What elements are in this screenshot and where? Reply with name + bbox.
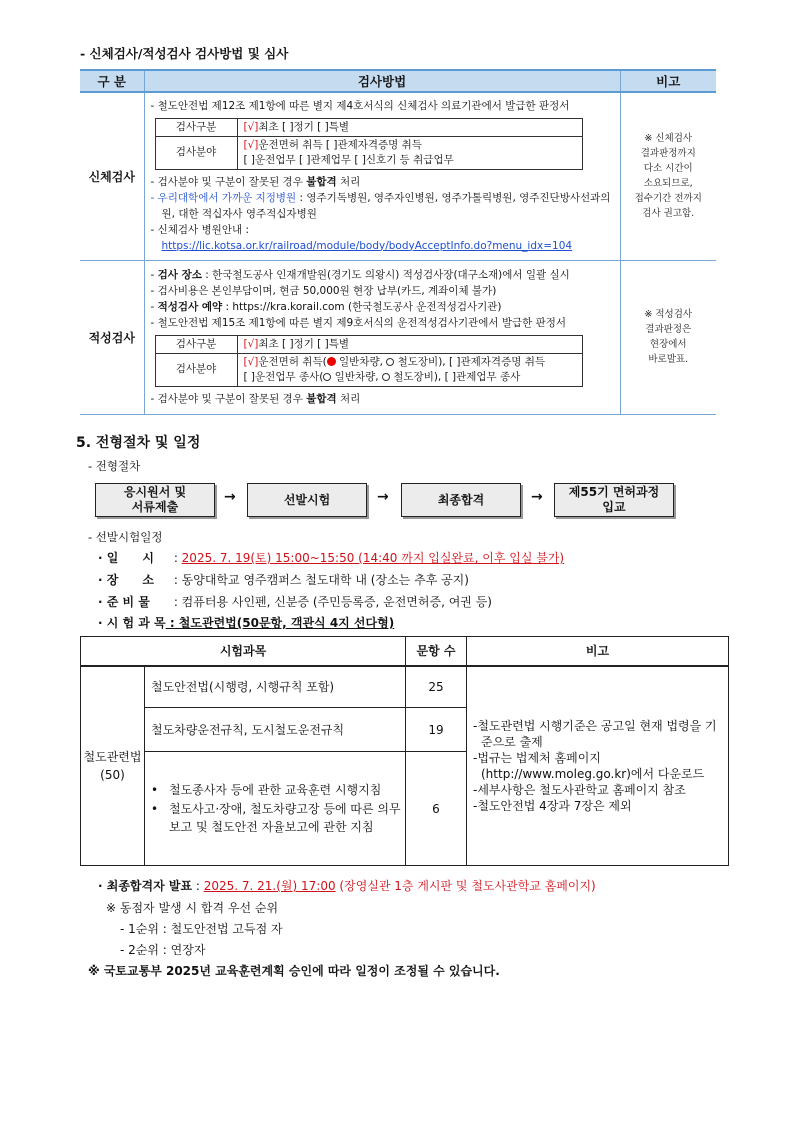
subject-bullets xyxy=(145,752,406,866)
final-announcement: · 최종합격자 발표 : 2025. 7. 21.(월) 17:00 (장영실관 1층 게시판 및 철도사관학교 홈페이지) xyxy=(98,879,596,893)
section-heading-exam-method: - 신체검사/적성검사 검사방법 및 심사 xyxy=(80,46,289,61)
schedule-supplies: · 준 비 물 : 컴퓨터용 사인펜, 신분증 (주민등록증, 운전면허증, 여권 등) xyxy=(98,595,492,609)
subject-name: 철도안전법(시행령, 시행규칙 포함) xyxy=(145,666,406,708)
aptitude-test-certificate: - 철도안전법 제15조 제1항에 따른 별지 제9호서식의 운전적성검사기관에서 발급한 판정서 xyxy=(150,316,567,329)
form-label-category: 검사구분 xyxy=(155,118,237,136)
physical-exam-form-box xyxy=(155,118,583,170)
physical-exam-method xyxy=(144,92,620,260)
tie-rule-title: ※ 동점자 발생 시 합격 우선 순위 xyxy=(106,901,279,915)
exam-schedule-label: - 선발시험일정 xyxy=(88,530,163,544)
list-item: • 철도사고·장애, 철도차량고장 등에 따른 의무보고 및 철도안전 자율보고에 관한 지침 xyxy=(145,800,405,836)
aptitude-test-fail-note: - 검사분야 및 구분이 잘못된 경우 불합격 처리 xyxy=(150,392,361,405)
header-note: 비고 xyxy=(620,70,716,92)
exam-remarks: -철도관련법 시행기준은 공고일 현재 법령을 기준으로 출제 -법규는 법제처 홈페이지 (http://www.moleg.go.kr)에서 다운로드 -세부사항은 철도사관학교 홈페이지 참조 -철도안전법 4장과 7장은 제외 xyxy=(467,666,729,866)
procedure-label: - 전형절차 xyxy=(88,459,141,473)
table-row xyxy=(81,666,729,708)
header-category: 구 분 xyxy=(80,70,144,92)
aptitude-test-row xyxy=(80,260,716,414)
hospital-guide-link[interactable]: https://lic.kotsa.or.kr/railroad/module/body/bodyAcceptInfo.do?menu_idx=104 xyxy=(161,239,573,252)
check-mark: [√] xyxy=(243,138,259,151)
form-label-category: 검사구분 xyxy=(155,335,237,353)
physical-exam-label: 신체검사 xyxy=(80,92,144,260)
form-label-field: 검사분야 xyxy=(155,353,237,386)
tie-rule-2: - 2순위 : 연장자 xyxy=(120,943,206,957)
header-method: 검사방법 xyxy=(144,70,620,92)
physical-exam-row xyxy=(80,92,716,260)
header-remarks: 비고 xyxy=(467,637,729,666)
subject-name: 철도차량운전규칙, 도시철도운전규칙 xyxy=(145,708,406,752)
final-announcement-date: 2025. 7. 21.(월) 17:00 xyxy=(203,879,336,893)
check-mark: [√] xyxy=(243,337,259,350)
selected-radio-icon xyxy=(327,357,336,366)
flow-arrow-icon: → xyxy=(377,489,389,505)
physical-exam-hospitals: - 우리대학에서 가까운 지정병원 : 영주기독병원, 영주자인병원, 영주가톨릭병원, 영주진단방사선과의원, 대한 적십자사 영주적십자병원 xyxy=(150,191,611,220)
flow-step-enrollment: 제55기 면허과정 입교 xyxy=(554,483,674,517)
form-value-field-a: 운전면허 취득 [ ]관제자격증명 취득 xyxy=(258,138,422,151)
physical-exam-hospital-guide: - 신체검사 병원안내 : xyxy=(150,223,249,236)
physical-exam-note: ※ 신체검사 결과판정까지 다소 시간이 소요되므로, 접수기간 전까지 검사 권고함. xyxy=(620,92,716,260)
schedule-place: · 장 소 : 동양대학교 영주캠퍼스 철도대학 내 (장소는 추후 공지) xyxy=(98,573,469,587)
physical-exam-line1: - 철도안전법 제12조 제1항에 따른 별지 제4호서식의 신체검사 의료기관에서 발급한 판정서 xyxy=(150,99,570,112)
check-mark: [√] xyxy=(243,355,259,368)
header-count: 문항 수 xyxy=(406,637,467,666)
schedule-date: · 일 시 : 2025. 7. 19(토) 15:00~15:50 (14:40 까지 입실완료, 이후 입실 불가) xyxy=(98,551,565,565)
exam-subject-table xyxy=(80,636,729,866)
flow-step-final-pass: 최종합격 xyxy=(401,483,521,517)
subject-group-label: 철도관련법 (50) xyxy=(81,666,145,866)
flow-arrow-icon: → xyxy=(224,489,236,505)
subject-count: 19 xyxy=(406,708,467,752)
form-value-category: 최초 [ ]정기 [ ]특별 xyxy=(258,337,349,350)
aptitude-test-note: ※ 적성검사 결과판정은 현장에서 바로발표. xyxy=(620,260,716,414)
flow-arrow-icon: → xyxy=(531,489,543,505)
form-label-field: 검사분야 xyxy=(155,136,237,169)
header-subject: 시험과목 xyxy=(81,637,406,666)
inspection-method-table xyxy=(80,69,716,415)
aptitude-test-place: - 검사 장소 : 한국철도공사 인재개발원(경기도 의왕시) 적성검사장(대구소재)에서 일괄 실시 xyxy=(150,268,570,281)
schedule-date-value: 2025. 7. 19(토) 15:00~15:50 (14:40 까지 입실완료, 이후 입실 불가) xyxy=(181,551,565,565)
final-announcement-place: (장영실관 1층 게시판 및 철도사관학교 홈페이지) xyxy=(335,879,596,893)
subject-count: 25 xyxy=(406,666,467,708)
physical-exam-line2: - 검사분야 및 구분이 잘못된 경우 불합격 처리 xyxy=(150,175,361,188)
inspection-table-header xyxy=(80,70,716,92)
flow-step-application: 응시원서 및 서류제출 xyxy=(95,483,215,517)
aptitude-test-reservation: - 적성검사 예약 : https://kra.korail.com (한국철도공사 운전적성검사기관) xyxy=(150,300,502,313)
exam-table-header xyxy=(81,637,729,666)
form-value-field-b: [ ]운전업무 [ ]관제업무 [ ]신호기 등 취급업무 xyxy=(243,153,454,166)
aptitude-test-method xyxy=(144,260,620,414)
aptitude-test-label: 적성검사 xyxy=(80,260,144,414)
check-mark: [√] xyxy=(243,120,259,133)
schedule-subject: · 시 험 과 목 : 철도관련법(50문항, 객관식 4지 선다형) xyxy=(98,616,395,630)
schedule-adjust-notice: ※ 국토교통부 2025년 교육훈련계획 승인에 따라 일정이 조정될 수 있습니다. xyxy=(88,964,500,978)
empty-radio-icon xyxy=(382,373,390,381)
section-title-procedure: 5. 전형절차 및 일정 xyxy=(76,435,201,451)
tie-rule-1: - 1순위 : 철도안전법 고득점 자 xyxy=(120,922,283,936)
form-value-category: 최초 [ ]정기 [ ]특별 xyxy=(258,120,349,133)
aptitude-test-form-box: 검사구분 [√]최초 [ ]정기 [ ]특별 검사분야 [√]운전면허 취득( 일반차량, 철도장비), [ ]관제자격증명 취득 [ ]운전업무 종사( 일반차량, 철도장비), [ ]관제업무 종사 xyxy=(155,335,583,387)
aptitude-test-cost: - 검사비용은 본인부담이며, 현금 50,000원 현장 납부(카드, 계좌이체 불가) xyxy=(150,284,497,297)
list-item: • 철도종사자 등에 관한 교육훈련 시행지침 xyxy=(145,781,405,799)
subject-count: 6 xyxy=(406,752,467,866)
flow-step-selection-exam: 선발시험 xyxy=(247,483,367,517)
